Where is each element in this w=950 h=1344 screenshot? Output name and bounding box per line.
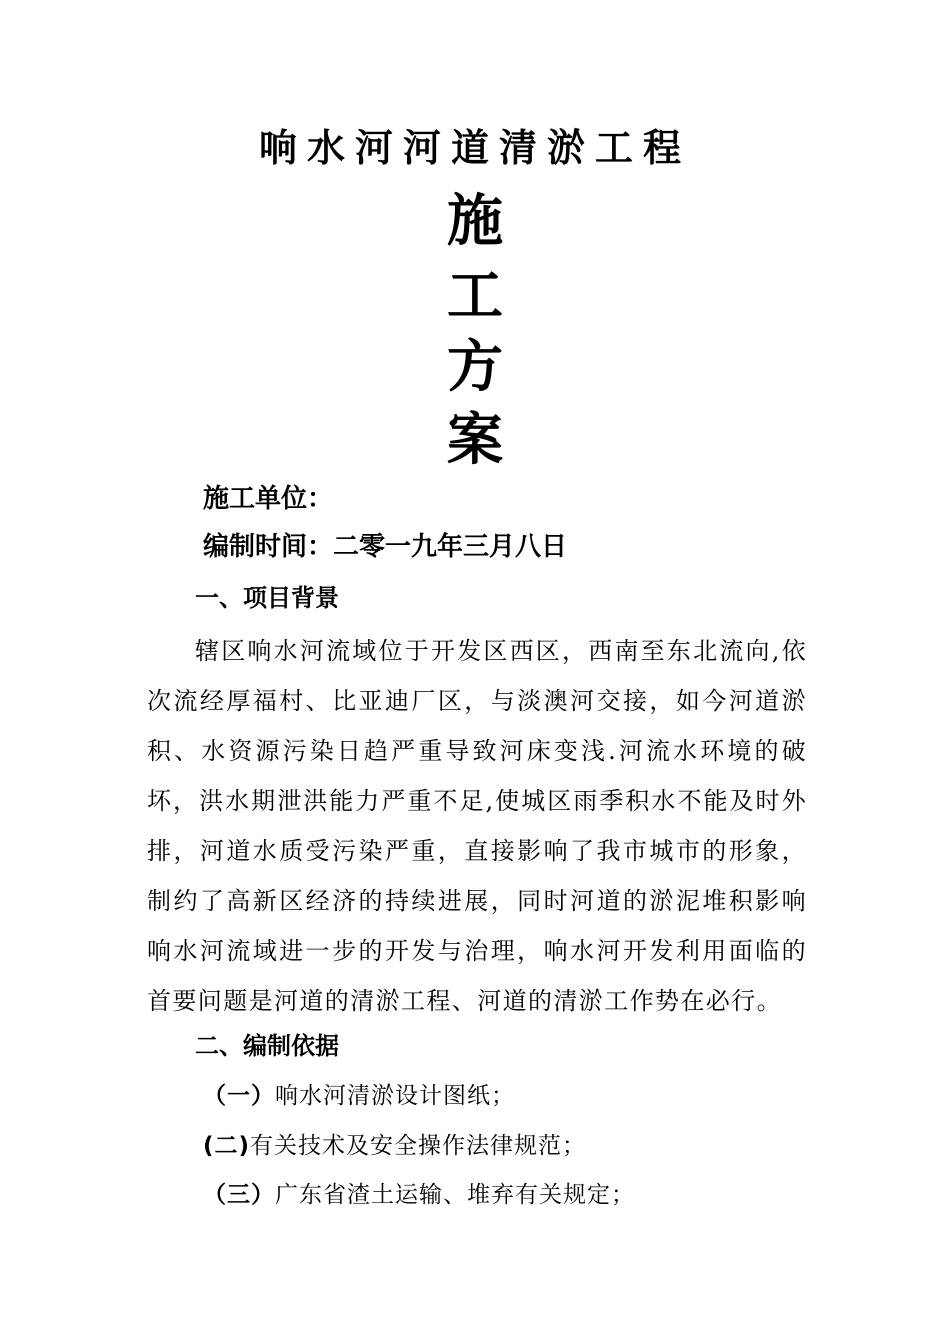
subtitle-char-3: 方 — [447, 335, 503, 400]
basis-item-1 — [203, 1076, 515, 1116]
compile-date-label: 编制时间： — [203, 532, 334, 562]
subtitle-char-1: 施 — [447, 189, 503, 254]
basis-item-text: 有关技术及安全操作法律规范； — [250, 1133, 587, 1159]
subtitle-char-4: 案 — [447, 408, 503, 473]
section-heading-basis: 二、编制依据 — [195, 1032, 339, 1060]
basis-item-text: 响水河清淤设计图纸； — [275, 1083, 515, 1109]
compile-date-value: 二零一九年三月八日 — [333, 532, 568, 562]
document-title: 响水河河道清淤工程 — [258, 126, 691, 170]
basis-item-text: 广东省渣土运输、堆弃有关规定； — [275, 1182, 635, 1208]
basis-item-3 — [203, 1175, 635, 1215]
basis-item-number: （三） — [203, 1182, 275, 1208]
basis-item-2 — [203, 1126, 586, 1166]
basis-item-number: （一） — [203, 1083, 275, 1109]
basis-item-number: (二) — [203, 1133, 251, 1159]
subtitle-char-2: 工 — [447, 264, 503, 329]
background-paragraph: 辖区响水河流域位于开发区西区，西南至东北流向,依次流经厚福村、比亚迪厂区，与淡澳河交接，如今河道淤积、水资源污染日趋严重导致河床变浅.河流水环境的破坏，洪水期泄洪能力严重不足,使城区雨季积水不能及时外排，河道水质受污染严重，直接影响了我市城市的形象，制约了高新区经济的持续进展，同时河道的淤泥堆积影响响水河流域进一步的开发与治理，响水河开发利用面临的首要问题是河道的清淤工程、河道的清淤工作势在必行。 — [147, 637, 807, 1015]
section-heading-background: 一、项目背景 — [195, 584, 339, 612]
compile-date-line — [203, 527, 567, 567]
construction-unit-label: 施工单位： — [203, 484, 334, 514]
